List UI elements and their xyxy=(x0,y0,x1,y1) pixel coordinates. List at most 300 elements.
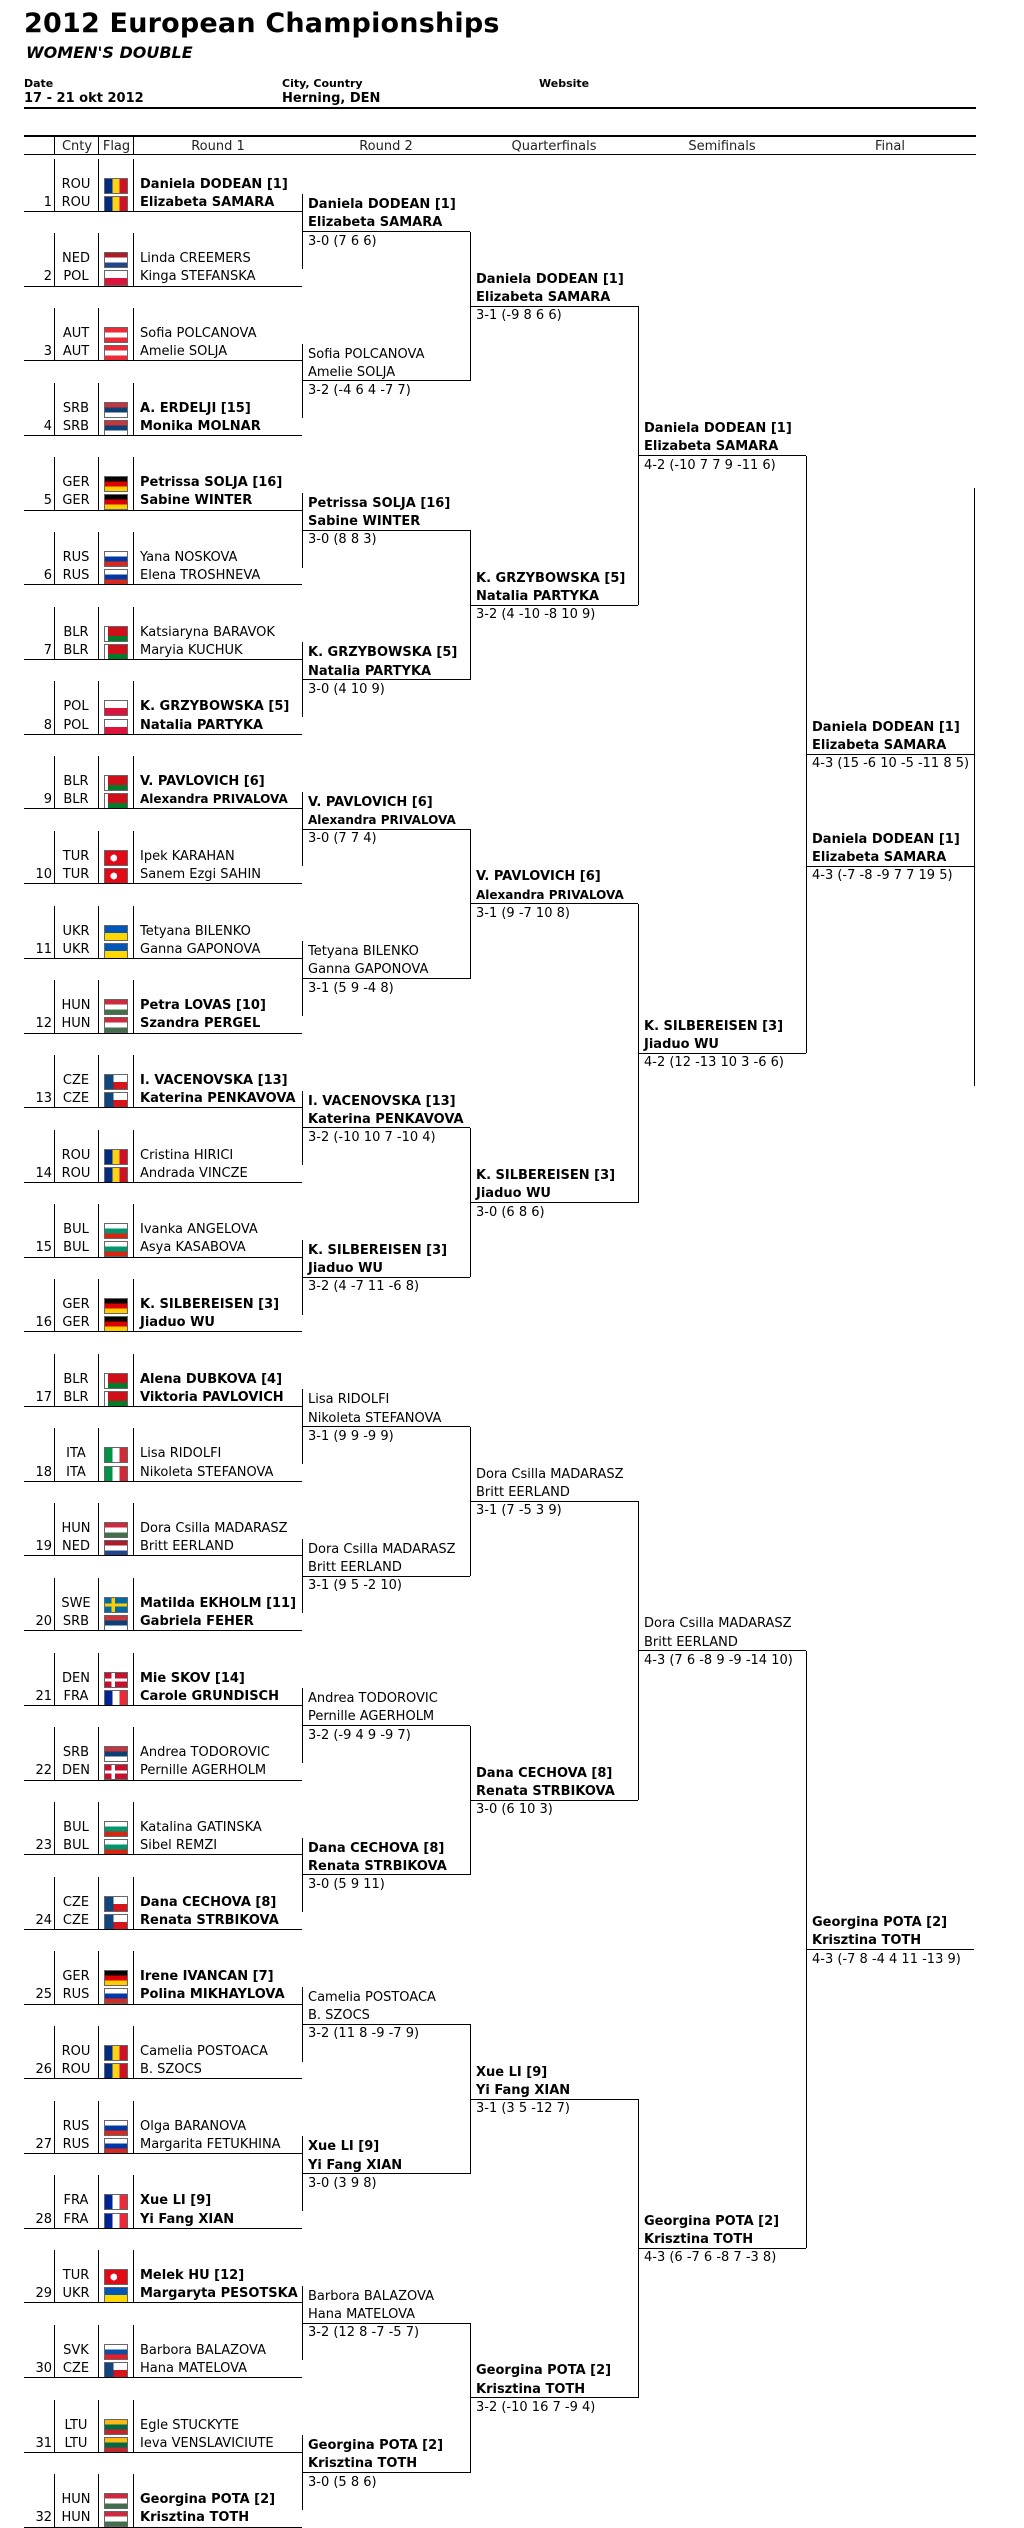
col-divider xyxy=(133,532,134,584)
col-divider xyxy=(133,2325,134,2377)
col-header-semifinals: Semifinals xyxy=(688,139,756,154)
country-code: UKR xyxy=(62,2286,90,2302)
col-divider xyxy=(98,2400,99,2452)
col-divider xyxy=(133,2101,134,2153)
draw-number: 29 xyxy=(35,2286,52,2302)
player-name: Georgina POTA [2] xyxy=(644,2214,780,2230)
col-divider xyxy=(54,383,55,435)
player-name: Pernille AGERHOLM xyxy=(140,1763,267,1779)
col-header-round1: Round 1 xyxy=(191,139,245,154)
player-name: V. PAVLOVICH [6] xyxy=(476,869,601,885)
col-divider xyxy=(54,457,55,509)
player-name: Renata STRBIKOVA xyxy=(140,1912,279,1928)
country-code: DEN xyxy=(62,1763,90,1779)
country-code: CZE xyxy=(62,2360,90,2376)
bracket-line xyxy=(638,1650,806,1651)
country-code: GER xyxy=(62,475,90,491)
match-score: 3-1 (9 9 -9 9) xyxy=(308,1428,394,1444)
player-name: V. PAVLOVICH [6] xyxy=(308,794,433,810)
col-divider xyxy=(54,1877,55,1929)
player-name: I. VACENOVSKA [13] xyxy=(140,1072,288,1088)
player-name: Jiaduo WU xyxy=(140,1315,215,1331)
col-divider xyxy=(98,1204,99,1256)
bracket-connector xyxy=(638,1501,639,1800)
country-code: RUS xyxy=(62,550,90,565)
col-divider xyxy=(98,1503,99,1555)
player-name: Tetyana BILENKO xyxy=(140,923,251,939)
flag-fra-icon xyxy=(104,1690,128,1706)
player-name: Jiaduo WU xyxy=(476,1186,551,1202)
bracket-line xyxy=(302,1576,470,1577)
flag-ger-icon xyxy=(104,1298,128,1314)
row-separator xyxy=(24,883,302,884)
col-divider xyxy=(98,681,99,733)
bracket-line xyxy=(470,1202,638,1203)
flag-svk-icon xyxy=(104,2344,128,2360)
bracket-connector xyxy=(638,306,639,605)
country-code: AUT xyxy=(62,325,90,341)
flag-blr-icon xyxy=(104,626,128,642)
flag-blr-icon xyxy=(104,775,128,791)
row-separator xyxy=(24,1630,302,1631)
player-name: Britt EERLAND xyxy=(476,1485,570,1501)
draw-number: 18 xyxy=(35,1464,52,1480)
player-name: Pernille AGERHOLM xyxy=(308,1709,435,1725)
date-value: 17 - 21 okt 2012 xyxy=(24,91,144,106)
match-score: 3-0 (6 8 6) xyxy=(476,1204,545,1220)
draw-number: 12 xyxy=(35,1016,52,1032)
col-divider xyxy=(98,2101,99,2153)
draw-number: 10 xyxy=(35,866,52,882)
player-name: Lisa RIDOLFI xyxy=(140,1446,222,1462)
bracket-line xyxy=(302,380,470,381)
row-separator xyxy=(24,808,302,809)
bracket-line xyxy=(302,2024,470,2025)
row-separator xyxy=(24,211,302,212)
event-title: 2012 European Championships xyxy=(24,8,500,39)
country-code: BUL xyxy=(63,1240,89,1256)
col-divider xyxy=(54,831,55,883)
country-code: ROU xyxy=(61,1147,91,1163)
col-divider xyxy=(133,607,134,659)
player-name: Alexandra PRIVALOVA xyxy=(476,887,624,902)
draw-number: 28 xyxy=(35,2211,52,2227)
bracket-connector xyxy=(302,1688,303,1763)
col-divider xyxy=(54,2101,55,2153)
player-name: Ivanka ANGELOVA xyxy=(140,1222,258,1238)
col-divider xyxy=(98,159,99,211)
player-name: Asya KASABOVA xyxy=(140,1240,246,1256)
player-name: Elizabeta SAMARA xyxy=(476,290,611,306)
player-name: Georgina POTA [2] xyxy=(140,2492,276,2508)
draw-number: 17 xyxy=(35,1389,52,1405)
flag-rou-icon xyxy=(104,2045,128,2061)
bracket-connector xyxy=(470,1427,471,1576)
player-name: Krisztina TOTH xyxy=(308,2456,418,2472)
player-name: Sofia POLCANOVA xyxy=(308,346,425,362)
flag-ltu-icon xyxy=(104,2419,128,2435)
player-name: Renata STRBIKOVA xyxy=(308,1858,447,1874)
country-code: LTU xyxy=(64,2435,88,2451)
flag-den-icon xyxy=(104,1672,128,1688)
col-divider xyxy=(98,1727,99,1779)
player-name: Krisztina TOTH xyxy=(644,2232,754,2248)
col-divider xyxy=(133,1578,134,1630)
champion-name: Elizabeta SAMARA xyxy=(812,850,947,866)
bracket-connector xyxy=(638,904,639,1203)
row-separator xyxy=(24,2228,302,2229)
player-name: Katsiaryna BARAVOK xyxy=(140,624,275,640)
player-name: Georgina POTA [2] xyxy=(308,2438,444,2454)
country-code: TUR xyxy=(62,848,90,864)
bracket-connector xyxy=(302,941,303,1016)
row-separator xyxy=(24,584,302,585)
col-divider xyxy=(54,1428,55,1480)
col-divider xyxy=(54,2175,55,2227)
player-name: V. PAVLOVICH [6] xyxy=(140,774,265,790)
match-score: 3-2 (4 -7 11 -6 8) xyxy=(308,1279,420,1295)
player-name: Mie SKOV [14] xyxy=(140,1670,245,1686)
col-divider xyxy=(98,457,99,509)
draw-number: 9 xyxy=(43,792,52,808)
player-name: Monika MOLNAR xyxy=(140,418,261,434)
draw-number: 2 xyxy=(43,269,52,285)
match-score: 4-2 (-10 7 7 9 -11 6) xyxy=(644,457,776,473)
country-code: HUN xyxy=(61,1521,91,1537)
flag-rou-icon xyxy=(104,2063,128,2079)
country-code: BUL xyxy=(63,1222,89,1238)
col-divider xyxy=(133,1130,134,1182)
country-code: BLR xyxy=(63,624,89,640)
player-name: Renata STRBIKOVA xyxy=(476,1784,615,1800)
col-divider xyxy=(98,607,99,659)
col-divider xyxy=(98,1279,99,1331)
flag-cze-icon xyxy=(104,1914,128,1930)
col-divider xyxy=(54,607,55,659)
flag-hun-icon xyxy=(104,1522,128,1538)
country-code: AUT xyxy=(62,344,90,360)
player-name: Melek HU [12] xyxy=(140,2268,245,2284)
col-divider xyxy=(98,1578,99,1630)
draw-number: 15 xyxy=(35,1240,52,1256)
row-separator xyxy=(24,2004,302,2005)
col-divider xyxy=(54,906,55,958)
flag-den-icon xyxy=(104,1764,128,1780)
col-divider xyxy=(98,1653,99,1705)
row-separator xyxy=(24,1555,302,1556)
player-name: Elena TROSHNEVA xyxy=(140,568,261,584)
col-divider xyxy=(98,532,99,584)
flag-tur-icon xyxy=(104,2269,128,2285)
bracket-line xyxy=(302,1277,470,1278)
player-name: Natalia PARTYKA xyxy=(140,717,264,733)
bracket-connector xyxy=(470,1726,471,1875)
bracket-line xyxy=(638,1053,806,1054)
col-divider xyxy=(133,906,134,958)
match-score: 3-1 (9 -7 10 8) xyxy=(476,905,570,921)
draw-number: 5 xyxy=(43,493,52,509)
row-separator xyxy=(24,1481,302,1482)
draw-number: 8 xyxy=(43,717,52,733)
country-code: BLR xyxy=(63,1389,89,1405)
country-code: POL xyxy=(63,699,89,715)
draw-number: 30 xyxy=(35,2360,52,2376)
bracket-connector xyxy=(470,829,471,978)
draw-number: 3 xyxy=(43,344,52,360)
flag-rus-icon xyxy=(104,551,128,567)
bracket-line xyxy=(470,903,638,904)
player-name: Natalia PARTYKA xyxy=(476,588,600,604)
match-score: 3-1 (7 -5 3 9) xyxy=(476,1503,562,1519)
row-separator xyxy=(24,1406,302,1407)
match-score: 3-2 (-10 16 7 -9 4) xyxy=(476,2399,596,2415)
website-label: Website xyxy=(539,77,590,90)
draw-number: 25 xyxy=(35,1987,52,2003)
country-code: SRB xyxy=(62,400,90,416)
col-divider xyxy=(98,1877,99,1929)
draw-number: 23 xyxy=(35,1838,52,1854)
col-divider xyxy=(133,1727,134,1779)
player-name: Katalina GATINSKA xyxy=(140,1819,262,1835)
player-name: Dana CECHOVA [8] xyxy=(476,1765,613,1781)
player-name: K. SILBEREISEN [3] xyxy=(644,1018,784,1034)
country-code: GER xyxy=(62,1297,90,1312)
player-name: Szandra PERGEL xyxy=(140,1016,261,1032)
player-name: Britt EERLAND xyxy=(308,1559,402,1575)
col-divider xyxy=(133,1279,134,1331)
player-name: Margarita FETUKHINA xyxy=(140,2136,281,2152)
bracket-connector xyxy=(302,1987,303,2062)
match-score: 3-2 (11 8 -9 -7 9) xyxy=(308,2026,420,2042)
draw-number: 16 xyxy=(35,1315,52,1331)
country-code: ROU xyxy=(61,2044,91,2059)
player-name: Hana MATELOVA xyxy=(308,2306,416,2322)
country-code: GER xyxy=(62,1969,90,1985)
bracket-line xyxy=(302,679,470,680)
bracket-line xyxy=(302,530,470,531)
col-divider xyxy=(54,308,55,360)
col-divider xyxy=(133,1428,134,1480)
row-separator xyxy=(24,2377,302,2378)
col-divider xyxy=(133,1877,134,1929)
col-divider xyxy=(133,756,134,808)
flag-ltu-icon xyxy=(104,2437,128,2453)
player-name: Elizabeta SAMARA xyxy=(812,738,947,754)
col-divider xyxy=(54,159,55,211)
flag-ukr-icon xyxy=(104,2287,128,2303)
match-score: 4-2 (12 -13 10 3 -6 6) xyxy=(644,1055,784,1071)
country-code: POL xyxy=(63,269,89,285)
col-divider xyxy=(54,1578,55,1630)
flag-ned-icon xyxy=(104,1540,128,1556)
player-name: Daniela DODEAN [1] xyxy=(644,421,792,437)
country-code: SRB xyxy=(62,1745,90,1761)
country-code: RUS xyxy=(62,2136,90,2152)
country-code: RUS xyxy=(62,1987,90,2003)
bracket-connector xyxy=(470,2323,471,2472)
country-code: ITA xyxy=(66,1446,86,1462)
player-name: Lisa RIDOLFI xyxy=(308,1392,390,1408)
col-divider xyxy=(133,831,134,883)
player-name: B. SZOCS xyxy=(308,2008,370,2024)
match-score: 3-0 (5 9 11) xyxy=(308,1876,385,1892)
country-code: ROU xyxy=(61,2062,91,2078)
player-name: Barbora BALAZOVA xyxy=(308,2288,434,2304)
bracket-connector xyxy=(806,456,807,1054)
col-divider xyxy=(133,1354,134,1406)
draw-number: 31 xyxy=(35,2435,52,2451)
flag-fra-icon xyxy=(104,2213,128,2229)
col-divider xyxy=(54,2026,55,2078)
player-name: Camelia POSTOACA xyxy=(140,2044,268,2059)
bracket-connector xyxy=(302,493,303,568)
col-divider xyxy=(98,2026,99,2078)
bracket-line xyxy=(806,1949,974,1950)
draw-number: 11 xyxy=(35,941,52,957)
bracket-connector xyxy=(806,1651,807,2249)
country-code: RUS xyxy=(62,568,90,584)
player-name: Daniela DODEAN [1] xyxy=(140,176,288,192)
bracket-line xyxy=(302,2323,470,2324)
col-divider xyxy=(54,1727,55,1779)
city-value: Herning, DEN xyxy=(282,91,381,106)
flag-srb-icon xyxy=(104,420,128,436)
country-code: BUL xyxy=(63,1819,89,1835)
col-divider xyxy=(98,383,99,435)
match-score: 4-3 (-7 8 -4 4 11 -13 9) xyxy=(812,1951,961,1967)
row-separator xyxy=(24,1780,302,1781)
col-divider xyxy=(54,233,55,285)
player-name: Ieva VENSLAVICIUTE xyxy=(140,2435,274,2451)
col-header-round2: Round 2 xyxy=(359,139,413,154)
flag-blr-icon xyxy=(104,793,128,809)
col-divider xyxy=(133,1951,134,2003)
player-name: Dana CECHOVA [8] xyxy=(308,1840,445,1856)
date-label: Date xyxy=(24,77,54,90)
col-divider xyxy=(98,756,99,808)
player-name: K. GRZYBOWSKA [5] xyxy=(308,645,458,661)
flag-hun-icon xyxy=(104,2511,128,2527)
row-separator xyxy=(24,360,302,361)
bracket-line xyxy=(806,754,974,755)
flag-srb-icon xyxy=(104,1746,128,1762)
player-name: Amelie SOLJA xyxy=(140,344,228,360)
table-top-rule xyxy=(24,135,976,137)
player-name: Katerina PENKAVOVA xyxy=(308,1111,464,1127)
row-separator xyxy=(24,1929,302,1930)
bracket-line xyxy=(470,2099,638,2100)
col-divider xyxy=(133,2474,134,2526)
bracket-line xyxy=(638,455,806,456)
player-name: Krisztina TOTH xyxy=(140,2510,250,2526)
col-divider xyxy=(133,980,134,1032)
country-code: ROU xyxy=(61,1165,91,1181)
flag-ita-icon xyxy=(104,1447,128,1463)
flag-blr-icon xyxy=(104,1391,128,1407)
draw-number: 21 xyxy=(35,1688,52,1704)
row-separator xyxy=(24,958,302,959)
player-name: Georgina POTA [2] xyxy=(812,1915,948,1931)
col-divider xyxy=(54,1279,55,1331)
row-separator xyxy=(24,1257,302,1258)
match-score: 3-0 (3 9 8) xyxy=(308,2175,377,2191)
flag-cze-icon xyxy=(104,1896,128,1912)
champion-name: Daniela DODEAN [1] xyxy=(812,832,960,848)
player-name: K. SILBEREISEN [3] xyxy=(308,1242,448,1258)
flag-ger-icon xyxy=(104,476,128,492)
col-divider xyxy=(98,2250,99,2302)
col-divider xyxy=(98,831,99,883)
row-separator xyxy=(24,2153,302,2154)
player-name: Kinga STEFANSKA xyxy=(140,269,256,285)
player-name: Jiaduo WU xyxy=(308,1261,383,1277)
col-header-quarterfinals: Quarterfinals xyxy=(511,139,597,154)
bracket-connector xyxy=(302,1091,303,1166)
match-score: 3-2 (4 -10 -8 10 9) xyxy=(476,607,596,623)
player-name: Camelia POSTOACA xyxy=(308,1989,436,2005)
country-code: CZE xyxy=(62,1091,90,1107)
flag-swe-icon xyxy=(104,1597,128,1613)
player-name: Sofia POLCANOVA xyxy=(140,325,257,341)
flag-aut-icon xyxy=(104,345,128,361)
bracket-line xyxy=(302,1874,470,1875)
player-name: Daniela DODEAN [1] xyxy=(308,197,456,213)
match-score: 3-0 (8 8 3) xyxy=(308,532,377,548)
bracket-connector xyxy=(302,642,303,717)
row-separator xyxy=(24,1331,302,1332)
bracket-line xyxy=(302,829,470,830)
flag-aut-icon xyxy=(104,327,128,343)
col-divider xyxy=(54,980,55,1032)
col-divider xyxy=(133,2175,134,2227)
col-divider xyxy=(54,1802,55,1854)
player-name: Yana NOSKOVA xyxy=(140,550,238,565)
match-score: 3-0 (6 10 3) xyxy=(476,1802,553,1818)
col-divider xyxy=(98,1055,99,1107)
bracket-line xyxy=(470,306,638,307)
bracket-connector xyxy=(302,344,303,419)
bracket-connector xyxy=(302,1539,303,1614)
flag-hun-icon xyxy=(104,999,128,1015)
flag-ukr-icon xyxy=(104,925,128,941)
match-score: 3-0 (7 7 4) xyxy=(308,831,377,847)
flag-rus-icon xyxy=(104,569,128,585)
col-divider xyxy=(98,2325,99,2377)
player-name: Sibel REMZI xyxy=(140,1838,218,1854)
row-separator xyxy=(24,734,302,735)
col-divider xyxy=(98,233,99,285)
player-name: Yi Fang XIAN xyxy=(476,2082,571,2098)
col-divider xyxy=(54,2474,55,2526)
country-code: HUN xyxy=(61,998,91,1014)
country-code: UKR xyxy=(62,941,90,957)
player-name: Georgina POTA [2] xyxy=(476,2363,612,2379)
player-name: K. SILBEREISEN [3] xyxy=(476,1168,616,1184)
country-code: BLR xyxy=(63,1371,89,1387)
player-name: Natalia PARTYKA xyxy=(308,663,432,679)
country-code: TUR xyxy=(62,2268,90,2284)
flag-ger-icon xyxy=(104,494,128,510)
bracket-connector xyxy=(302,1389,303,1464)
flag-tur-icon xyxy=(104,868,128,884)
country-code: CZE xyxy=(62,1894,90,1910)
flag-rus-icon xyxy=(104,2138,128,2154)
flag-blr-icon xyxy=(104,644,128,660)
col-divider xyxy=(133,159,134,211)
col-divider xyxy=(98,1951,99,2003)
col-divider xyxy=(98,308,99,360)
draw-number: 32 xyxy=(35,2510,52,2526)
